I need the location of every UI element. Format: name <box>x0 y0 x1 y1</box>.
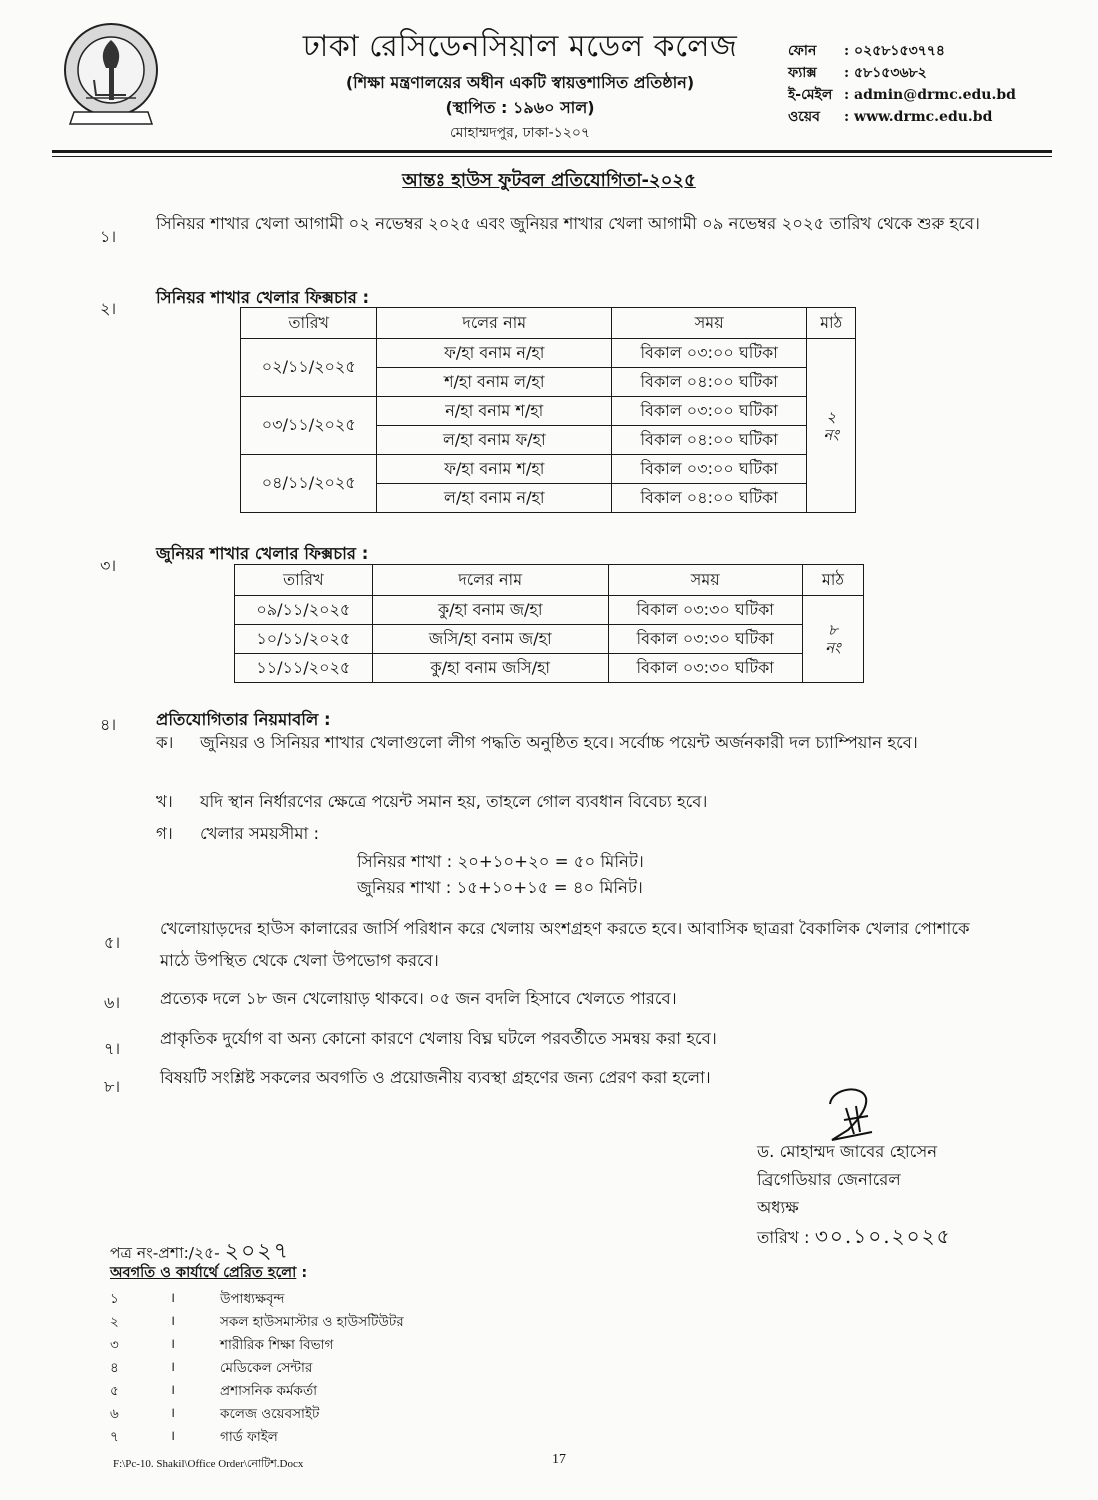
item-7-number: ৭। <box>104 1039 121 1058</box>
col-date: তারিখ <box>241 308 377 339</box>
time-cell: বিকাল ০৩:০০ ঘটিকা <box>612 397 807 426</box>
teams-cell: ন/হা বনাম শ/হা <box>377 397 612 426</box>
signatory-name: ড. মোহাম্মদ জাবের হোসেন <box>757 1142 938 1161</box>
fax-value: : ৫৮১৫৩৬৮২ <box>844 65 927 81</box>
list-separator: । <box>170 1313 176 1329</box>
ground-cell <box>802 596 863 683</box>
notice-title: আন্তঃ হাউস ফুটবল প্রতিযোগিতা-২০২৫ <box>402 170 696 191</box>
time-cell: বিকাল ০৩:৩০ ঘটিকা <box>608 625 802 654</box>
item-8-text: বিষয়টি সংশ্লিষ্ট সকলের অবগতি ও প্রয়োজনীয় ব্যবস্থা গ্রহণের জন্য প্রেরণ করা হলো। <box>160 1068 711 1087</box>
date-cell: ০৯/১১/২০২৫ <box>235 596 373 625</box>
time-cell: বিকাল ০৩:৩০ ঘটিকা <box>608 596 802 625</box>
contact-web <box>788 106 1016 128</box>
time-cell: বিকাল ০৩:০০ ঘটিকা <box>612 339 807 368</box>
list-separator: । <box>170 1405 176 1421</box>
memo-ref-label: পত্র নং-প্রশা:/২৫- <box>110 1244 220 1262</box>
list-item-name: গার্ড ফাইল <box>220 1429 278 1445</box>
signature-mark-icon <box>822 1086 892 1146</box>
date-cell: ০২/১১/২০২৫ <box>241 339 377 397</box>
item-3-number: ৩। <box>100 556 117 575</box>
list-item-name: সকল হাউসমাস্টার ও হাউসটিউটর <box>220 1314 404 1330</box>
item-5-number: ৫। <box>104 933 121 952</box>
list-item <box>110 1288 404 1311</box>
rule-ka-text: জুনিয়র ও সিনিয়র শাখার খেলাগুলো লীগ পদ্ধতি অনুষ্ঠিত হবে। সর্বোচ্চ পয়েন্ট অর্জনকারী দল চ্যাম্পিয়ান হবে। <box>200 733 918 752</box>
list-item <box>110 1311 404 1334</box>
date-cell: ০৩/১১/২০২৫ <box>241 397 377 455</box>
file-path: F:\Pc-10. Shakil\Office Order\নোটিশ.Docx <box>113 1458 304 1470</box>
item-4-number: ৪। <box>100 715 117 734</box>
col-teams: দলের নাম <box>377 308 612 339</box>
date-label: তারিখ : <box>757 1228 810 1247</box>
junior-fixture-table <box>234 564 864 683</box>
junior-fixture-heading: জুনিয়র শাখার খেলার ফিক্সচার : <box>156 544 369 563</box>
date-cell: ০৪/১১/২০২৫ <box>241 455 377 513</box>
table-row <box>235 654 864 683</box>
signatory-rank: ব্রিগেডিয়ার জেনারেল <box>757 1170 901 1189</box>
ground-suffix: নং <box>823 425 839 444</box>
ground-number: ৮ <box>827 621 838 639</box>
contact-fax <box>788 62 1016 84</box>
table-row <box>241 397 856 426</box>
email-label: ই-মেইল <box>788 87 833 103</box>
col-time: সময় <box>612 308 807 339</box>
junior-duration: জুনিয়র শাখা : ১৫+১০+১৫ = ৪০ মিনিট। <box>357 878 643 897</box>
list-item-name: মেডিকেল সেন্টার <box>220 1360 313 1376</box>
contact-block <box>788 40 1016 128</box>
item-8-number: ৮। <box>104 1077 121 1096</box>
date-value: ৩০.১০.২০২৫ <box>814 1224 952 1248</box>
rule-kha-number: খ। <box>156 792 173 811</box>
teams-cell: শ/হা বনাম ল/হা <box>377 368 612 397</box>
list-item-number: ৩ <box>110 1337 119 1353</box>
fax-label: ফ্যাক্স <box>788 65 817 81</box>
header-divider-thick <box>52 150 1052 153</box>
signatory-designation: অধ্যক্ষ <box>757 1198 799 1217</box>
item-7-text: প্রাকৃতিক দুর্যোগ বা অন্য কোনো কারণে খেলায় বিঘ্ন ঘটলে পরবর্তীতে সমন্বয় করা হবে। <box>160 1029 717 1048</box>
table-row <box>241 455 856 484</box>
table-header-row <box>235 565 864 596</box>
cc-heading-colon: : <box>301 1265 308 1281</box>
list-item-number: ১ <box>110 1291 119 1307</box>
list-separator: । <box>170 1359 176 1375</box>
list-item <box>110 1334 404 1357</box>
teams-cell: কু/হা বনাম জসি/হা <box>372 654 608 683</box>
date-cell: ১০/১১/২০২৫ <box>235 625 373 654</box>
teams-cell: ফ/হা বনাম শ/হা <box>377 455 612 484</box>
list-item-number: ৪ <box>110 1360 119 1376</box>
item-1-text: সিনিয়র শাখার খেলা আগামী ০২ নভেম্বর ২০২৫ এবং জুনিয়র শাখার খেলা আগামী ০৯ নভেম্বর ২০২৫ তারিখ থেকে শুরু হবে। <box>156 214 980 233</box>
contact-email <box>788 84 1016 106</box>
list-separator: । <box>170 1336 176 1352</box>
ground-cell <box>807 339 856 513</box>
list-separator: । <box>170 1428 176 1444</box>
list-item <box>110 1403 404 1426</box>
memo-ref-number: ২০২৭ <box>224 1239 290 1264</box>
list-item <box>110 1380 404 1403</box>
list-separator: । <box>170 1290 176 1306</box>
college-crest-icon <box>56 20 166 135</box>
teams-cell: জসি/হা বনাম জ/হা <box>372 625 608 654</box>
list-item-number: ৫ <box>110 1383 119 1399</box>
list-item <box>110 1357 404 1380</box>
col-ground: মাঠ <box>807 308 856 339</box>
list-separator: । <box>170 1382 176 1398</box>
item-6-number: ৬। <box>104 993 121 1012</box>
signatory-block <box>757 1138 952 1252</box>
senior-fixture-heading: সিনিয়র শাখার খেলার ফিক্সচার : <box>156 288 370 307</box>
time-cell: বিকাল ০৩:৩০ ঘটিকা <box>608 654 802 683</box>
col-date: তারিখ <box>235 565 373 596</box>
page-number: 17 <box>552 1452 566 1467</box>
table-row <box>235 625 864 654</box>
rule-kha-text: যদি স্থান নির্ধারণের ক্ষেত্রে পয়েন্ট সমান হয়, তাহলে গোল ব্যবধান বিবেচ্য হবে। <box>200 792 708 811</box>
college-subtitle: (শিক্ষা মন্ত্রণালয়ের অধীন একটি স্বায়ত্তশাসিত প্রতিষ্ঠান) <box>345 73 695 92</box>
contact-phone <box>788 40 1016 62</box>
list-item-name: উপাধ্যক্ষবৃন্দ <box>220 1291 285 1307</box>
list-item <box>110 1426 404 1449</box>
item-5-text: খেলোয়াড়দের হাউস কালারের জার্সি পরিধান করে খেলায় অংশগ্রহণ করতে হবে। আবাসিক ছাত্ররা বৈকালিক খেলার পোশাকে মাঠে উপস্থিত থেকে খেলা উপভোগ করবে। <box>160 919 970 970</box>
web-label: ওয়েব <box>788 109 820 125</box>
phone-value: : ০২৫৮১৫৩৭৭৪ <box>844 43 945 59</box>
list-item-number: ৬ <box>110 1406 119 1422</box>
cc-heading: অবগতি ও কার্যার্থে প্রেরিত হলো <box>110 1265 297 1281</box>
teams-cell: কু/হা বনাম জ/হা <box>372 596 608 625</box>
senior-fixture-table <box>240 307 856 513</box>
email-value[interactable]: : admin@drmc.edu.bd <box>844 87 1016 103</box>
time-cell: বিকাল ০৪:০০ ঘটিকা <box>612 426 807 455</box>
item-6-text: প্রত্যেক দলে ১৮ জন খেলোয়াড় থাকবে। ০৫ জন বদলি হিসাবে খেলতে পারবে। <box>160 989 677 1008</box>
cc-heading-row <box>110 1262 307 1286</box>
list-item-number: ৭ <box>110 1429 119 1445</box>
table-header-row <box>241 308 856 339</box>
teams-cell: ল/হা বনাম ন/হা <box>377 484 612 513</box>
ground-suffix: নং <box>825 639 841 657</box>
col-time: সময় <box>608 565 802 596</box>
list-item-name: প্রশাসনিক কর্মকর্তা <box>220 1383 317 1399</box>
rules-heading: প্রতিযোগিতার নিয়মাবলি : <box>156 710 331 729</box>
web-value[interactable]: : www.drmc.edu.bd <box>844 109 993 125</box>
time-cell: বিকাল ০৪:০০ ঘটিকা <box>612 368 807 397</box>
college-name: ঢাকা রেসিডেনসিয়াল মডেল কলেজ <box>302 29 738 64</box>
time-cell: বিকাল ০৩:০০ ঘটিকা <box>612 455 807 484</box>
col-ground: মাঠ <box>802 565 863 596</box>
time-cell: বিকাল ০৪:০০ ঘটিকা <box>612 484 807 513</box>
list-item-name: কলেজ ওয়েবসাইট <box>220 1406 320 1422</box>
signature-date <box>757 1222 952 1252</box>
ground-number: ২ <box>826 407 837 426</box>
phone-label: ফোন <box>788 43 817 59</box>
item-2-number: ২। <box>100 299 117 318</box>
col-teams: দলের নাম <box>372 565 608 596</box>
rule-ga-text: খেলার সময়সীমা : <box>200 824 320 843</box>
header-divider-thin <box>52 156 1052 157</box>
college-address: মোহাম্মদপুর, ঢাকা-১২০৭ <box>449 125 591 141</box>
list-item-number: ২ <box>110 1314 119 1330</box>
list-item-name: শারীরিক শিক্ষা বিভাগ <box>220 1337 334 1353</box>
table-row <box>235 596 864 625</box>
teams-cell: ফ/হা বনাম ন/হা <box>377 339 612 368</box>
rule-ga-number: গ। <box>156 824 173 843</box>
date-cell: ১১/১১/২০২৫ <box>235 654 373 683</box>
established-year: (স্থাপিত : ১৯৬০ সাল) <box>445 98 595 117</box>
table-row <box>241 339 856 368</box>
senior-duration: সিনিয়র শাখা : ২০+১০+২০ = ৫০ মিনিট। <box>357 852 644 871</box>
teams-cell: ল/হা বনাম ফ/হা <box>377 426 612 455</box>
item-1-number: ১। <box>100 227 117 246</box>
cc-list <box>110 1288 404 1449</box>
rule-ka-number: ক। <box>156 733 174 752</box>
